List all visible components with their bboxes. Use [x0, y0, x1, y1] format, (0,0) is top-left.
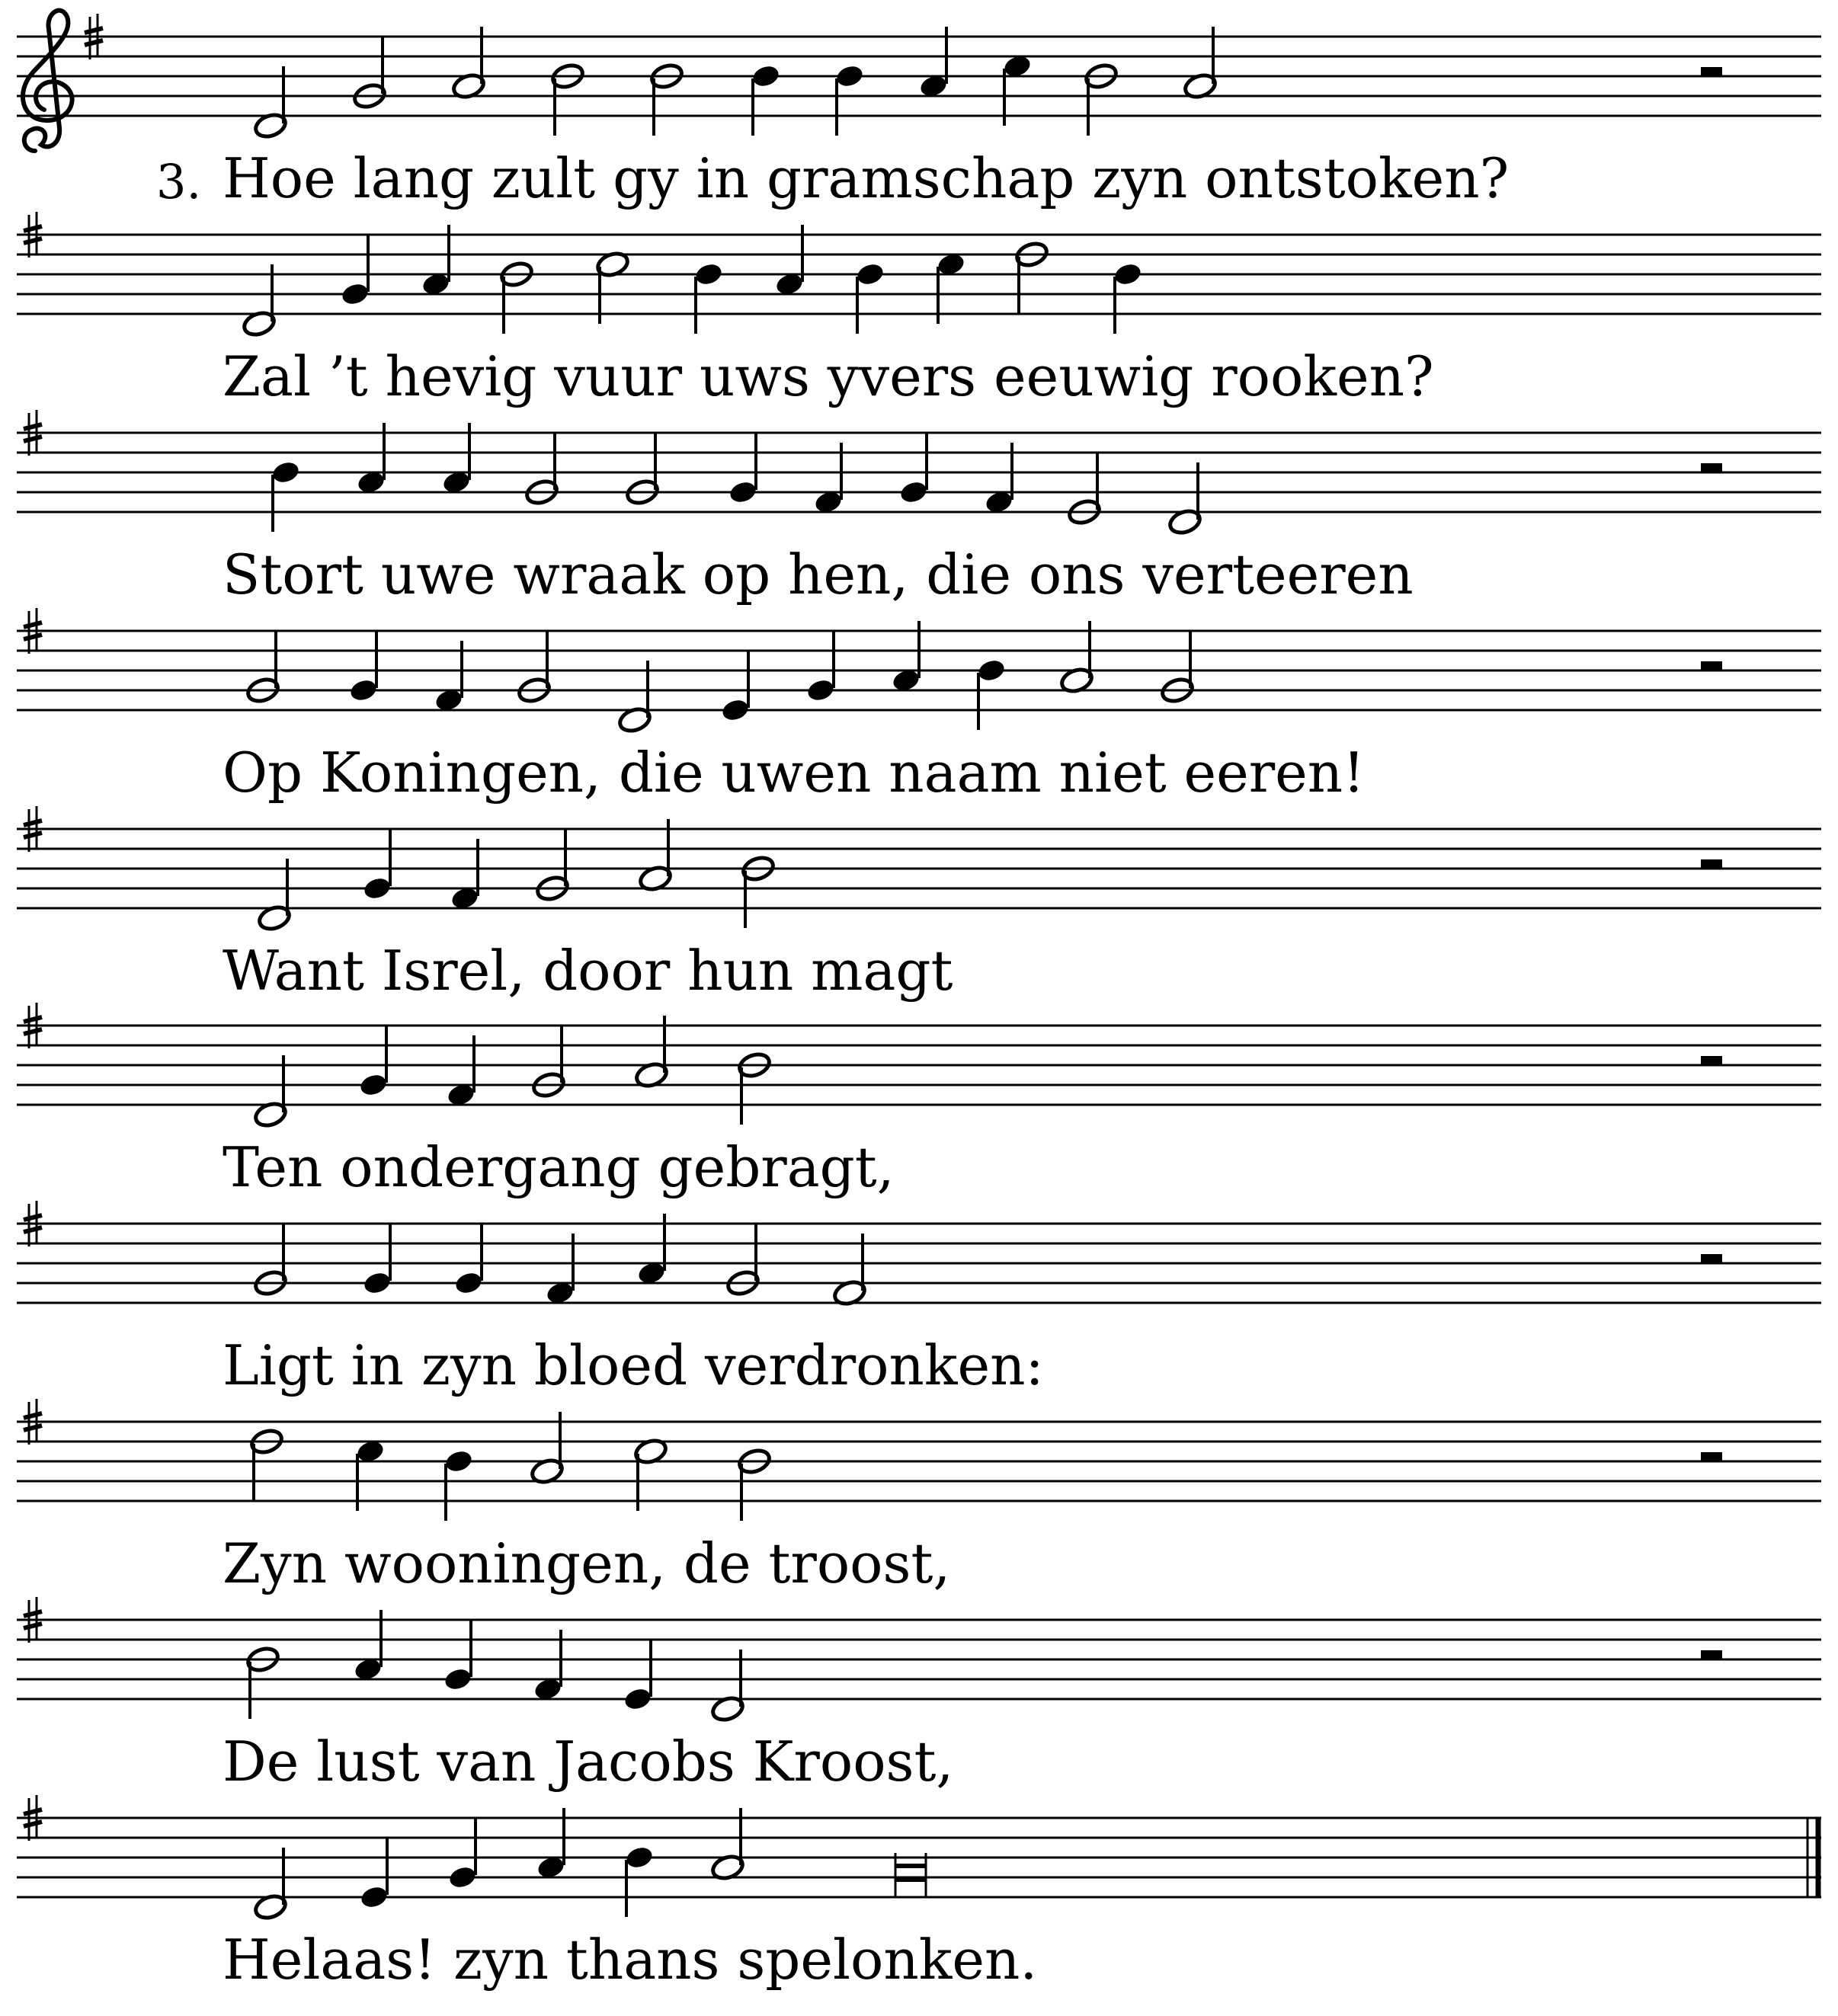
half-rest: [1701, 1254, 1722, 1263]
half-rest: [1701, 1056, 1722, 1065]
quarter-note: [453, 1270, 484, 1296]
final-long-note: [895, 1877, 926, 1882]
quarter-note: [443, 1666, 473, 1692]
quarter-note: [271, 459, 301, 485]
quarter-note: [898, 479, 929, 505]
lyric-line: Ten ondergang gebragt,: [223, 1135, 895, 1199]
lyric-line: Want Isrel, door hun magt: [223, 939, 953, 1003]
lyric-line: Stort uwe wraak op hen, die ons verteeren: [223, 542, 1414, 606]
half-rest: [1701, 859, 1722, 869]
quarter-note: [693, 261, 724, 287]
quarter-note: [623, 1686, 653, 1712]
quarter-note: [751, 63, 781, 89]
quarter-note: [720, 697, 751, 723]
lyric-line: De lust van Jacobs Kroost,: [223, 1730, 954, 1794]
verse-number: 3.: [156, 154, 202, 210]
quarter-note: [855, 261, 885, 287]
quarter-note: [362, 875, 392, 901]
quarter-note: [340, 281, 370, 307]
quarter-note: [362, 1270, 392, 1296]
lyric-line: Zal ’t hevig vuur uws yvers eeuwig rooken?: [223, 344, 1434, 408]
lyric-line: Op Koningen, die uwen naam niet eeren!: [223, 741, 1366, 805]
lyric-line: Ligt in zyn bloed verdronken:: [223, 1333, 1044, 1397]
quarter-note: [834, 63, 865, 89]
quarter-note: [976, 658, 1007, 683]
treble-clef: [23, 11, 72, 151]
quarter-note: [1113, 261, 1143, 287]
quarter-note: [348, 677, 379, 703]
lyric-line: Helaas! zyn thans spelonken.: [223, 1928, 1038, 1992]
quarter-note: [358, 1072, 389, 1098]
quarter-note: [359, 1884, 389, 1910]
quarter-note: [443, 1448, 474, 1474]
half-rest: [1701, 1452, 1722, 1461]
lyric-line: Hoe lang zult gy in gramschap zyn ontstoken?: [223, 146, 1510, 210]
quarter-note: [447, 1864, 478, 1890]
half-rest: [1701, 463, 1722, 472]
quarter-note: [624, 1845, 655, 1870]
final-long-note: [895, 1864, 926, 1868]
half-rest: [1701, 67, 1722, 76]
lyric-line: Zyn wooningen, de troost,: [223, 1531, 951, 1595]
quarter-note: [728, 479, 758, 505]
half-rest: [1701, 661, 1722, 670]
half-rest: [1701, 1650, 1722, 1659]
quarter-note: [805, 677, 836, 703]
